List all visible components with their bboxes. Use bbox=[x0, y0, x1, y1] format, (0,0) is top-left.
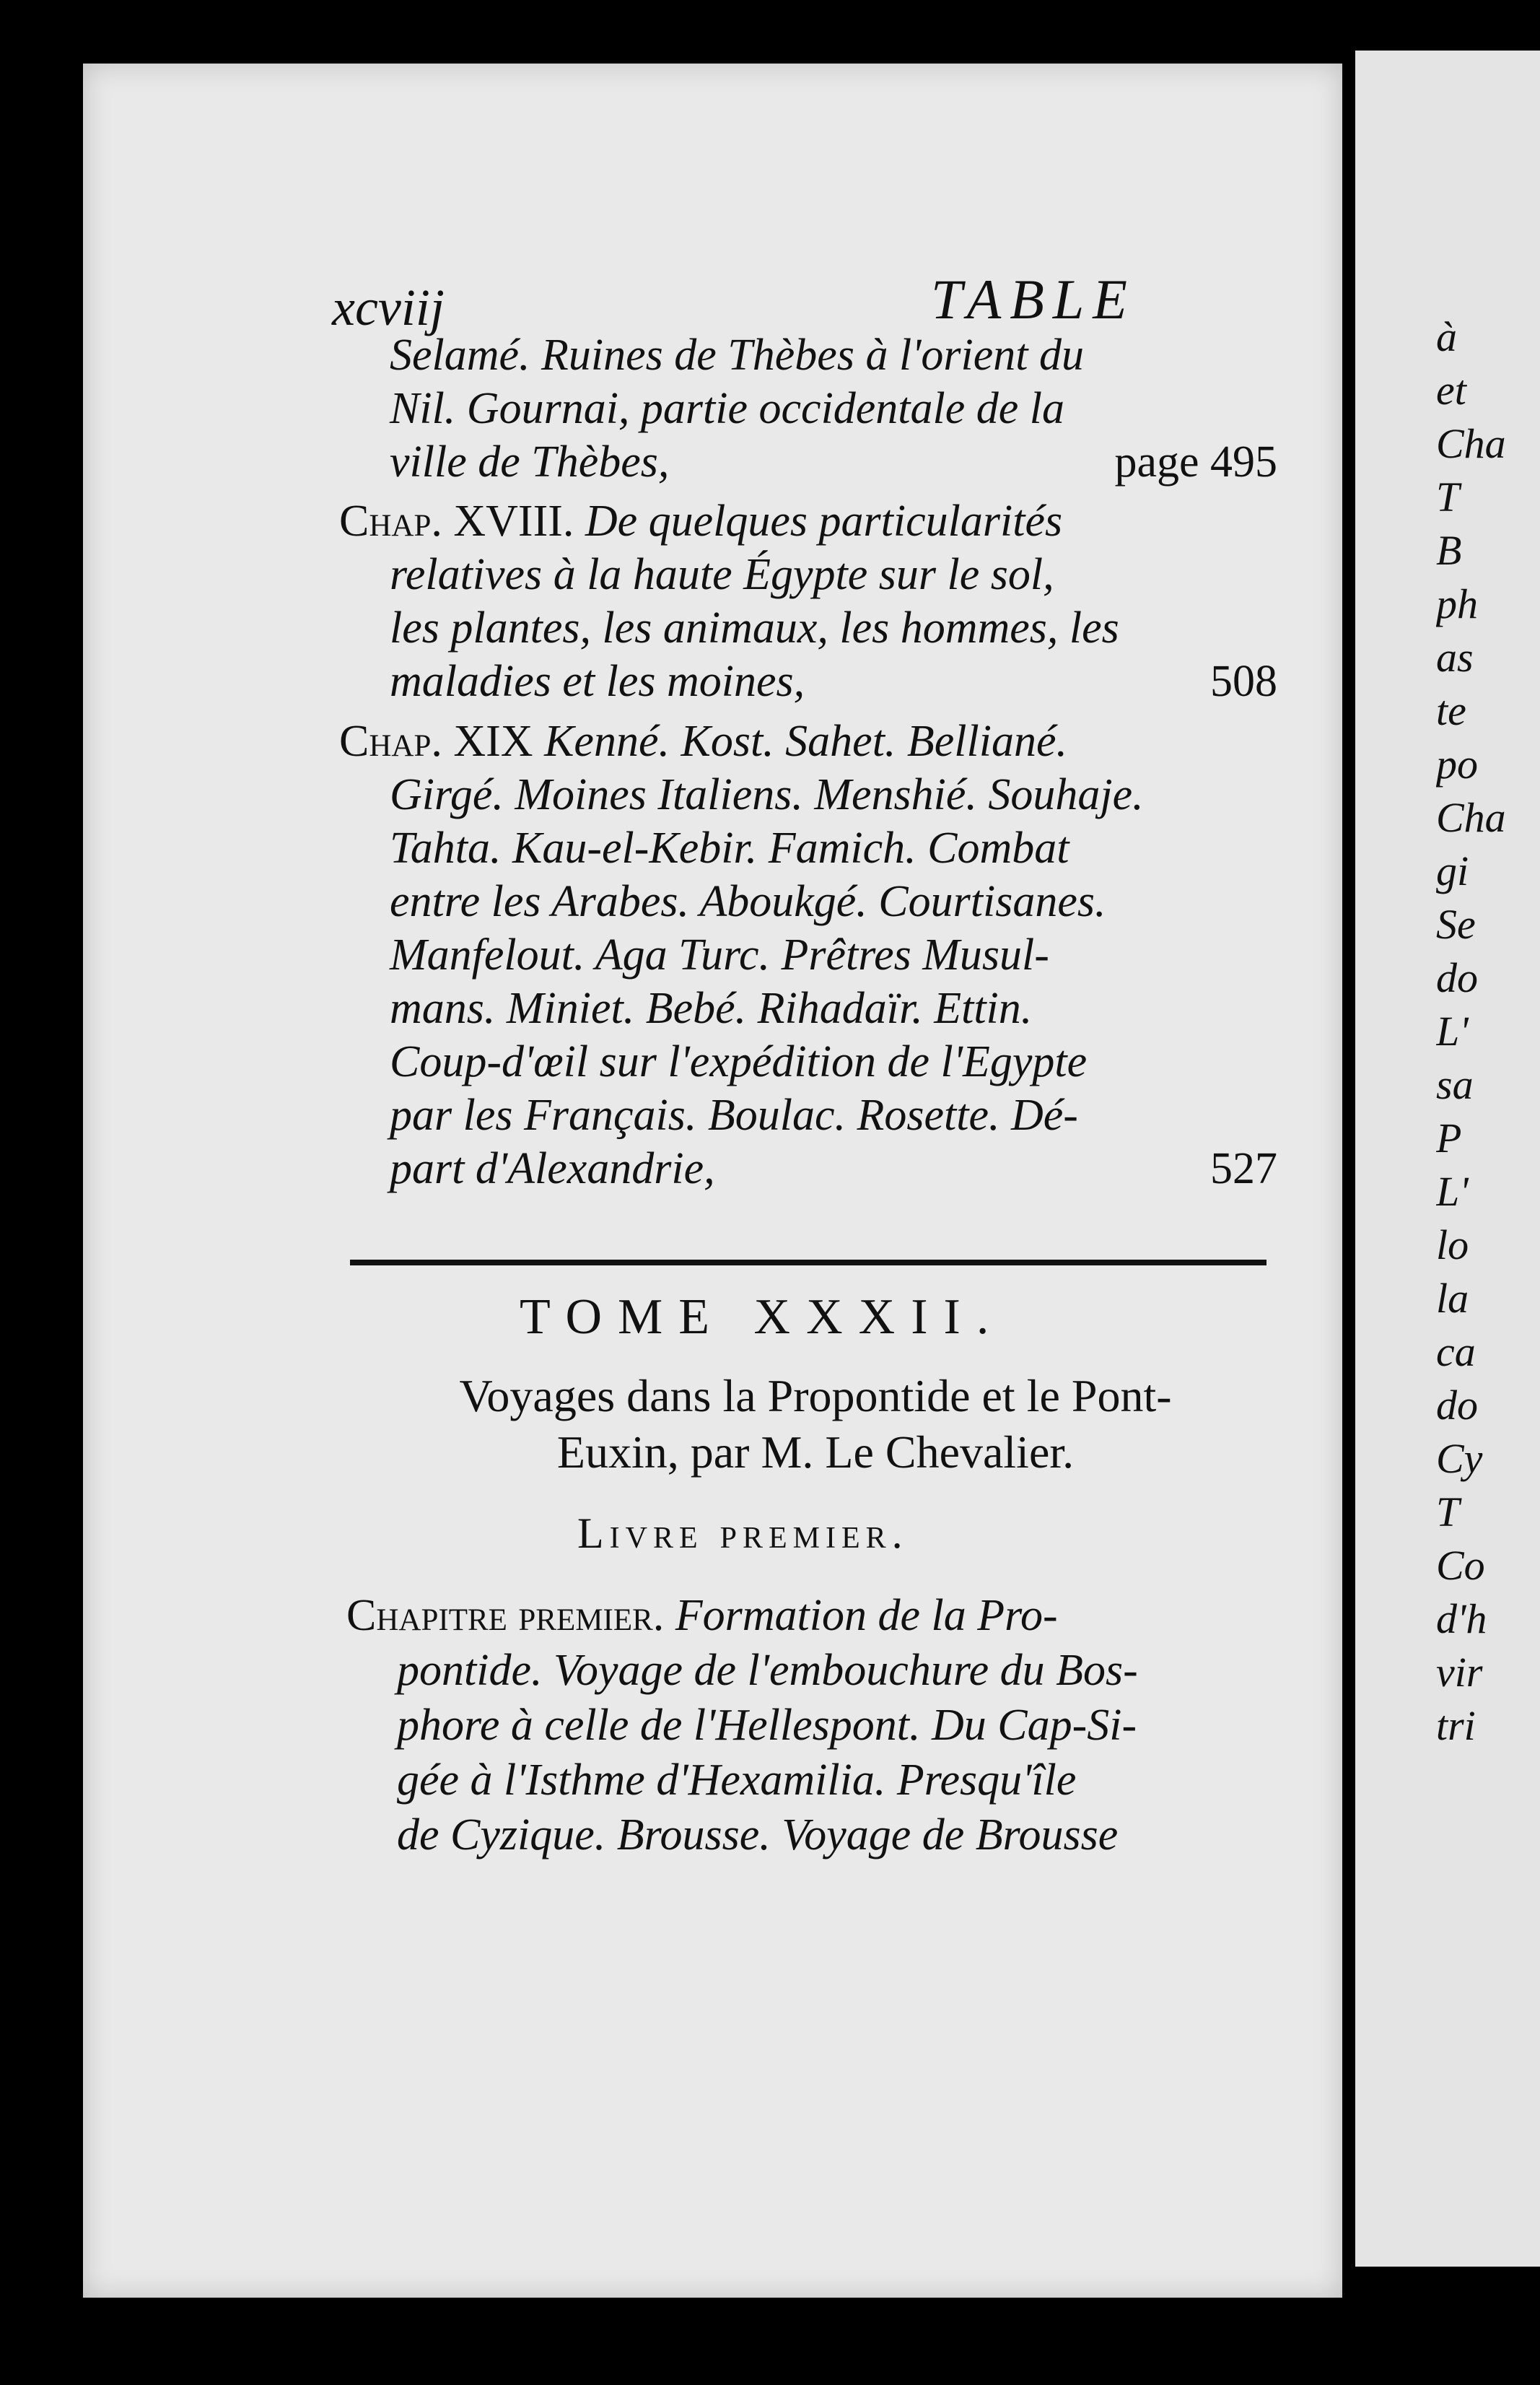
facing-page-fragment: Cha bbox=[1436, 420, 1506, 467]
entry-line: entre les Arabes. Aboukgé. Courtisanes. bbox=[390, 877, 1106, 926]
entry-line: Coup-d'œil sur l'expédition de l'Egypte bbox=[390, 1037, 1088, 1086]
facing-page-fragment: d'h bbox=[1436, 1595, 1487, 1642]
toc-entry-chapter-18 bbox=[339, 494, 1277, 708]
facing-page-fragment: à bbox=[1436, 313, 1457, 360]
facing-page-fragment: B bbox=[1436, 527, 1462, 574]
facing-page-fragment: T bbox=[1436, 1488, 1460, 1535]
tome-subtitle-line: Euxin, par M. Le Chevalier. bbox=[556, 1426, 1075, 1478]
tome-heading: TOME XXXII. bbox=[520, 1289, 1005, 1345]
facing-page-fragment: ca bbox=[1436, 1328, 1476, 1375]
chapter-label: Chapitre premier. bbox=[346, 1591, 665, 1640]
entry-line: relatives à la haute Égypte sur le sol, bbox=[390, 550, 1054, 599]
facing-page-fragment: do bbox=[1436, 954, 1478, 1001]
entry-line: Selamé. Ruines de Thèbes à l'orient du bbox=[390, 331, 1085, 380]
entry-line: de Cyzique. Brousse. Voyage de Brousse bbox=[397, 1810, 1119, 1859]
section-divider-rule bbox=[350, 1260, 1266, 1265]
entry-line: les plantes, les animaux, les hommes, les bbox=[390, 603, 1119, 653]
entry-line: Tahta. Kau-el-Kebir. Famich. Combat bbox=[390, 824, 1069, 873]
page-reference: 508 bbox=[1210, 657, 1277, 706]
book-heading: Livre premier. bbox=[577, 1509, 909, 1557]
entry-line: mans. Miniet. Bebé. Rihadaïr. Ettin. bbox=[390, 984, 1033, 1033]
entry-line bbox=[339, 715, 1277, 768]
facing-page-fragment: vir bbox=[1436, 1649, 1483, 1696]
chapter-label: Chap. XIX bbox=[339, 717, 533, 766]
entry-line: gée à l'Isthme d'Hexamilia. Presqu'île bbox=[397, 1756, 1077, 1805]
entry-line: Nil. Gournai, partie occidentale de la bbox=[390, 384, 1065, 433]
facing-page-fragment: gi bbox=[1436, 847, 1469, 894]
facing-page-fragment: tri bbox=[1436, 1702, 1476, 1749]
entry-line: phore à celle de l'Hellespont. Du Cap-Si- bbox=[397, 1701, 1137, 1750]
entry-line-text: Formation de la Pro- bbox=[675, 1591, 1058, 1640]
facing-page-text-fragments bbox=[1436, 310, 1537, 1753]
entry-line-text: part d'Alexandrie, bbox=[390, 1144, 715, 1193]
page-reference: page 495 bbox=[1114, 437, 1277, 487]
facing-page-fragment: Cy bbox=[1436, 1435, 1483, 1482]
entry-line-text: maladies et les moines, bbox=[390, 657, 805, 706]
toc-entry-chapter-19 bbox=[339, 715, 1277, 1195]
facing-page-fragment: P bbox=[1436, 1115, 1462, 1161]
entry-line: Girgé. Moines Italiens. Menshié. Souhaje. bbox=[390, 770, 1144, 819]
running-title: TABLE bbox=[931, 268, 1136, 331]
facing-page-fragment: lo bbox=[1436, 1221, 1469, 1268]
folio-number: xcviij bbox=[332, 279, 445, 336]
tome-subtitle-line: Voyages dans la Propontide et le Pont- bbox=[459, 1370, 1172, 1421]
entry-line-text: Kenné. Kost. Sahet. Belliané. bbox=[544, 717, 1068, 766]
facing-page-fragment: sa bbox=[1436, 1061, 1474, 1108]
page-header bbox=[245, 209, 1256, 336]
facing-page-fragment: do bbox=[1436, 1382, 1478, 1429]
entry-line bbox=[390, 435, 1277, 489]
facing-page-fragment: po bbox=[1436, 741, 1478, 788]
entry-line-text: De quelques particularités bbox=[585, 497, 1063, 546]
chapter-label: Chap. XVIII. bbox=[339, 497, 574, 546]
facing-page-fragment: Cha bbox=[1436, 794, 1506, 841]
entry-line bbox=[346, 1588, 1277, 1643]
facing-page-fragment: L' bbox=[1436, 1168, 1469, 1215]
tome-subtitle bbox=[346, 1368, 1285, 1481]
entry-line-text: ville de Thèbes, bbox=[390, 437, 670, 487]
facing-page-fragment: Co bbox=[1436, 1542, 1485, 1589]
facing-page-fragment: T bbox=[1436, 474, 1460, 520]
facing-page-fragment: te bbox=[1436, 687, 1466, 734]
facing-page-fragment: Se bbox=[1436, 901, 1476, 948]
facing-page-fragment: as bbox=[1436, 634, 1474, 681]
entry-line bbox=[339, 494, 1277, 548]
page-reference: 527 bbox=[1210, 1144, 1277, 1193]
entry-line: par les Français. Boulac. Rosette. Dé- bbox=[390, 1091, 1078, 1140]
facing-page-fragment: L' bbox=[1436, 1008, 1469, 1055]
entry-line bbox=[339, 655, 1277, 708]
entry-line: pontide. Voyage de l'embouchure du Bos- bbox=[397, 1646, 1138, 1695]
entry-line: Manfelout. Aga Turc. Prêtres Musul- bbox=[390, 930, 1049, 980]
toc-entry-continuation bbox=[390, 328, 1277, 489]
facing-page-fragment: ph bbox=[1436, 580, 1478, 627]
facing-page-fragment: et bbox=[1436, 367, 1466, 414]
entry-line bbox=[339, 1142, 1277, 1195]
toc-entry-chapter-1 bbox=[346, 1588, 1277, 1862]
facing-page-fragment: la bbox=[1436, 1275, 1469, 1322]
